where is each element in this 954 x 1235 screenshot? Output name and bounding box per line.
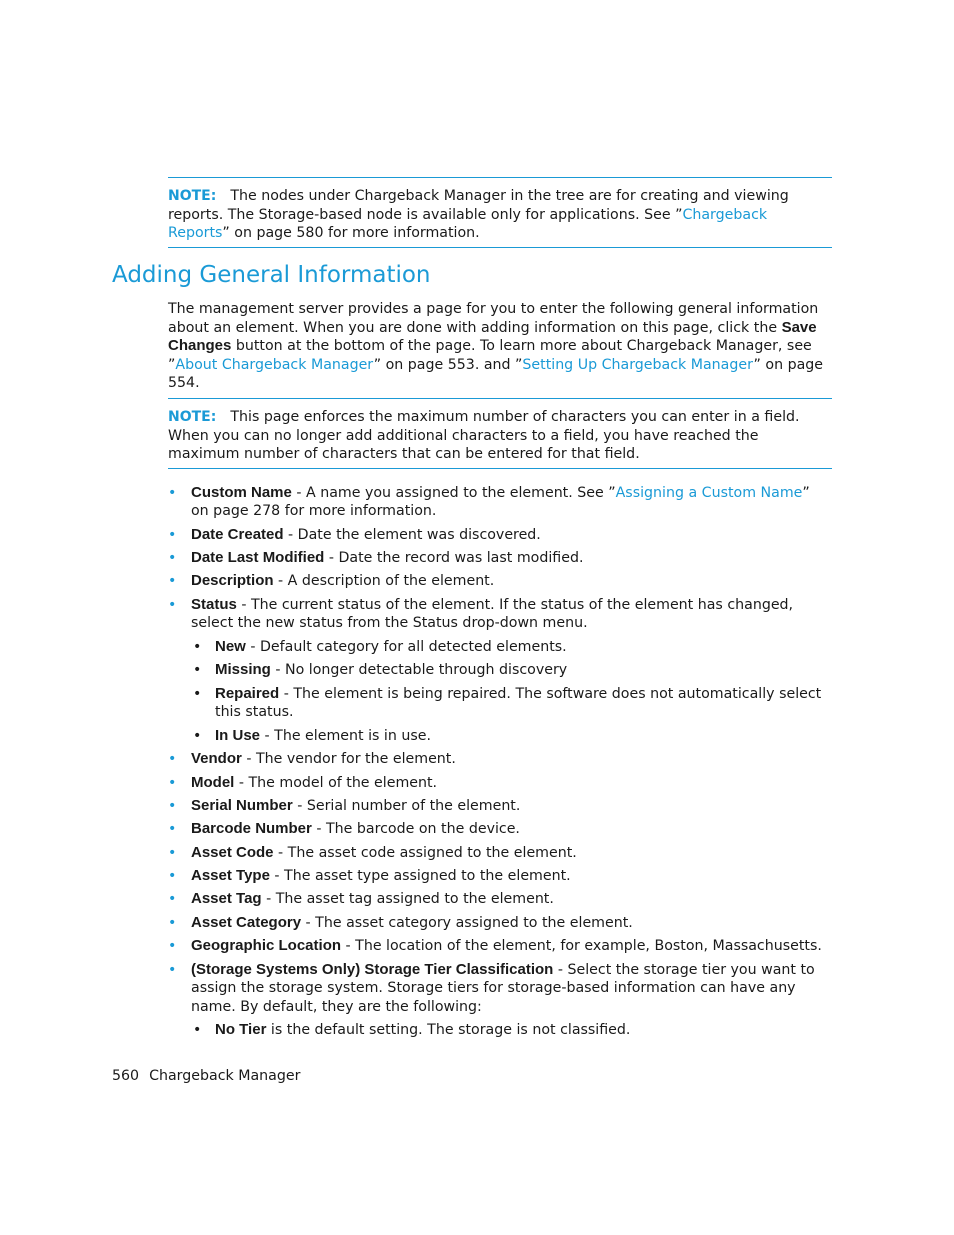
list-item-storage-tier <box>191 961 831 1016</box>
description: - The current status of the element. If the status of the element has changed, select the new status from the Status drop-down menu. <box>191 597 794 632</box>
intro-text: The management server provides a page for you to enter the following general information about an element. When you are done with adding information on this page, click the <box>168 301 819 336</box>
term: Vendor <box>191 750 242 767</box>
sublist-item-in-use <box>215 727 832 745</box>
description: - No longer detectable through discovery <box>270 662 568 678</box>
intro-text: button at the bottom of the page. To learn more about Chargeback Manager, see ” <box>168 338 812 373</box>
term: Custom Name <box>191 484 292 501</box>
link-about-chargeback-manager[interactable]: About Chargeback Manager <box>175 356 374 373</box>
list-item-description <box>191 572 831 590</box>
term: Barcode Number <box>191 820 312 837</box>
section-title: Adding General Information <box>112 262 431 288</box>
term: Asset Tag <box>191 890 262 907</box>
term: Asset Code <box>191 844 274 861</box>
description: - The vendor for the element. <box>241 751 456 767</box>
list-item-asset-category <box>191 914 831 932</box>
list-item-custom-name <box>191 484 831 521</box>
term: Repaired <box>215 685 280 702</box>
list-item-model <box>191 774 831 792</box>
term: Asset Category <box>191 914 302 931</box>
intro-paragraph <box>168 300 832 393</box>
term: Asset Type <box>191 867 270 884</box>
description: is the default setting. The storage is not classified. <box>266 1022 631 1038</box>
term: No Tier <box>215 1021 267 1038</box>
save-changes-term: Save Changes <box>168 318 817 355</box>
description: - Serial number of the element. <box>292 798 521 814</box>
term: Serial Number <box>191 797 293 814</box>
term: (Storage Systems Only) Storage Tier Classification <box>191 961 554 978</box>
description: - Date the record was last modified. <box>324 550 584 566</box>
list-item-barcode-number <box>191 820 831 838</box>
page-footer <box>112 1067 300 1085</box>
term: In Use <box>215 727 261 744</box>
note-text: This page enforces the maximum number of characters you can enter in a field. When you can no longer add additional characters to a field, you have reached the maximum number of characters that can be entered for that field. <box>168 409 800 463</box>
description: - A description of the element. <box>273 573 495 589</box>
chapter-name: Chargeback Manager <box>149 1068 301 1084</box>
description: - Select the storage tier you want to assign the storage system. Storage tiers for storage-based information can have any name. By default, they are the following: <box>191 962 815 1015</box>
term: Date Created <box>191 526 284 543</box>
term: Missing <box>215 661 271 678</box>
term: Model <box>191 774 235 791</box>
sublist-item-new <box>215 638 832 656</box>
description: - The model of the element. <box>234 775 438 791</box>
description: - The asset category assigned to the element. <box>301 915 633 931</box>
sublist-item-missing <box>215 661 832 679</box>
note-box-tree-nodes <box>168 177 832 248</box>
description: - The barcode on the device. <box>311 821 520 837</box>
note-label: NOTE: <box>168 409 217 425</box>
term: New <box>215 638 246 655</box>
sublist-item-repaired <box>215 685 832 722</box>
intro-text: ” on page 553. and ” <box>373 356 523 373</box>
term: Geographic Location <box>191 937 342 954</box>
description: - The location of the element, for example, Boston, Massachusetts. <box>341 938 822 954</box>
list-item-asset-code <box>191 844 831 862</box>
description: - Date the element was discovered. <box>283 527 541 543</box>
description: - The asset tag assigned to the element. <box>261 891 554 907</box>
list-item-serial-number <box>191 797 831 815</box>
description: - The asset code assigned to the element. <box>273 845 577 861</box>
note-label: NOTE: <box>168 188 217 204</box>
term: Date Last Modified <box>191 549 325 566</box>
link-setting-up-chargeback-manager[interactable]: Setting Up Chargeback Manager <box>522 356 754 373</box>
note-box-max-characters <box>168 398 832 469</box>
list-item-vendor <box>191 750 831 768</box>
link-chargeback-reports[interactable]: Chargeback Reports <box>168 206 768 242</box>
intro-text: ” on page 554. <box>168 356 824 392</box>
note-text-after: ” on page 580 for more information. <box>222 225 480 242</box>
description: - The element is being repaired. The software does not automatically select this status. <box>215 686 822 721</box>
page-number: 560 <box>112 1068 140 1084</box>
term: Status <box>191 596 237 613</box>
description: ” on page 278 for more information. <box>191 485 810 520</box>
list-item-geographic-location <box>191 937 831 955</box>
term: Description <box>191 572 274 589</box>
list-item-date-last-modified <box>191 549 831 567</box>
description: - A name you assigned to the element. See ” <box>291 485 616 501</box>
list-item-date-created <box>191 526 831 544</box>
link-assigning-custom-name[interactable]: Assigning a Custom Name <box>615 485 803 501</box>
note-text: The nodes under Chargeback Manager in the tree are for creating and viewing reports. The Storage-based node is available only for applications. See ” <box>168 188 789 223</box>
sublist-item-no-tier <box>215 1021 832 1039</box>
list-item-asset-tag <box>191 890 831 908</box>
description: - The element is in use. <box>260 728 431 744</box>
description: - Default category for all detected elements. <box>245 639 567 655</box>
list-item-status <box>191 596 831 633</box>
list-item-asset-type <box>191 867 831 885</box>
description: - The asset type assigned to the element. <box>269 868 571 884</box>
